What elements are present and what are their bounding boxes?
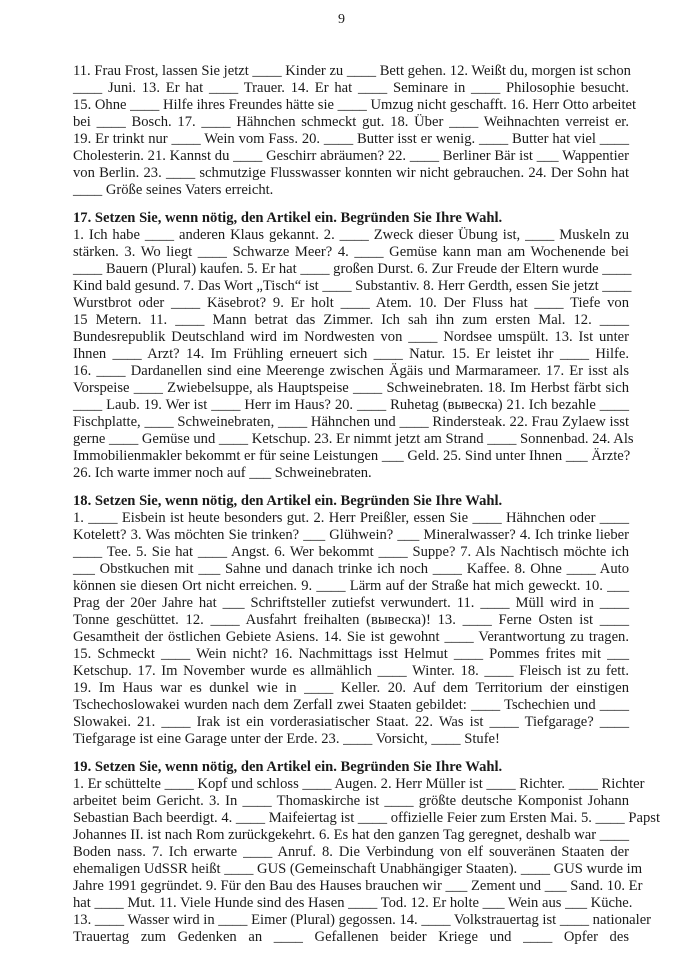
text-line: 16. ____ Dardanellen sind eine Meerenge zwischen Ägäis und Marmarameer. 17. Er isst als xyxy=(73,363,629,379)
text-line: stärken. 3. Wo liegt ____ Schwarze Meer? 4. ____ Gemüse kann man am Wochenende bei xyxy=(73,244,629,260)
document-body xyxy=(73,63,660,946)
text-line: 15. Ohne ____ Hilfe ihres Freundes hätte sie ____ Umzug nicht geschafft. 16. Herr Otto arbeitet xyxy=(73,97,637,113)
text-line: 1. Ich habe ____ anderen Klaus gekannt. 2. ____ Zweck dieser Übung ist, ____ Muskeln zu xyxy=(73,227,629,243)
text-line: Prag der 20er Jahre hat ___ Schriftsteller zutiefst verwundert. 11. ____ Müll wird in ____ xyxy=(73,595,629,611)
text-line: 15. Schmeckt ____ Wein nicht? 16. Nachmittags isst Helmut ____ Pommes frites mit ___ xyxy=(73,646,629,662)
text-line: ehemaligen UdSSR heißt ____ GUS (Gemeinschaft Unabhängiger Staaten). ____ GUS wurde im xyxy=(73,861,643,877)
text-line: arbeitet beim Gericht. 3. In ____ Thomaskirche ist ____ größte deutsche Komponist Johann xyxy=(73,793,629,809)
text-line: 19. Im Haus war es dunkel wie in ____ Keller. 20. Auf dem Territorium der einstigen xyxy=(73,680,629,696)
text-line: bei ____ Bosch. 17. ____ Hähnchen schmeckt gut. 18. Über ____ Weihnachten verreist er. xyxy=(73,114,629,130)
text-line: Johannes II. ist nach Rom zurückgekehrt. 6. Es hat den ganzen Tag geregnet, deshalb war ____ xyxy=(73,827,629,843)
text-line: 1. ____ Eisbein ist heute besonders gut. 2. Herr Preißler, essen Sie ____ Hähnchen oder ____ xyxy=(73,510,629,526)
text-line: Ketschup. 17. Im November wurde es allmählich ____ Winter. 18. ____ Fleisch ist zu fett. xyxy=(73,663,629,679)
text-line: 15 Metern. 11. ____ Mann betrat das Zimmer. Ich sah ihn zum ersten Mal. 12. ____ xyxy=(73,312,629,328)
exercise-section xyxy=(73,210,634,482)
text-line: 26. Ich warte immer noch auf ___ Schweinebraten. xyxy=(73,465,372,481)
text-line: ____ Bauern (Plural) kaufen. 5. Er hat ____ großen Durst. 6. Zur Freude der Eltern wurde ____ xyxy=(73,261,632,277)
text-line: ____ Größe seines Vaters erreicht. xyxy=(73,182,274,198)
text-line: Jahre 1991 gegründet. 9. Für den Bau des Hauses brauchen wir ___ Zement und ___ Sand. 10. Er xyxy=(73,878,643,894)
text-line: ____ Tee. 5. Sie hat ____ Angst. 6. Wer bekommt ____ Suppe? 7. Als Nachtisch möchte ich xyxy=(73,544,629,560)
text-line: gerne ____ Gemüse und ____ Ketschup. 23. Er nimmt jetzt am Strand ____ Sonnenbad. 24. Als xyxy=(73,431,634,447)
text-line: Tonne geschüttet. 12. ____ Ausfahrt freihalten (вывеска)! 13. ____ Ferne Osten ist ____ xyxy=(73,612,629,628)
text-line: 11. Frau Frost, lassen Sie jetzt ____ Kinder zu ____ Bett gehen. 12. Weißt du, morgen ist schon xyxy=(73,63,631,79)
text-line: Kind bald gesund. 7. Das Wort „Tisch“ ist ____ Substantiv. 8. Herr Gerdth, essen Sie jetzt ____ xyxy=(73,278,632,294)
text-line: Boden nass. 7. Ich erwarte ____ Anruf. 8. Die Verbindung von elf souveränen Staaten der xyxy=(73,844,629,860)
text-line: von Berlin. 23. ____ schmutzige Flusswasser konnten wir nicht gebrauchen. 24. Der Sohn hat xyxy=(73,165,629,181)
text-line: Sebastian Bach beerdigt. 4. ____ Maifeiertag ist ____ offizielle Feier zum Ersten Mai. 5. ____ Papst xyxy=(73,810,660,826)
text-line: 19. Er trinkt nur ____ Wein vom Fass. 20. ____ Butter isst er wenig. ____ Butter hat viel ____ xyxy=(73,131,629,147)
text-line: können sie diesen Ort nicht erreichen. 9. ____ Lärm auf der Straße hat mich geweckt. 10. ___ xyxy=(73,578,629,594)
exercise-section xyxy=(73,493,629,748)
text-line: ___ Obstkuchen mit ___ Sahne und danach trinke ich noch ____ Kaffee. 8. Ohne ____ Auto xyxy=(73,561,629,577)
text-line: Cholesterin. 21. Kannst du ____ Geschirr abräumen? 22. ____ Berliner Bär ist ___ Wappentier xyxy=(73,148,629,164)
text-line: ____ Juni. 13. Er hat ____ Trauer. 14. Er hat ____ Seminare in ____ Philosophie besucht. xyxy=(73,80,629,96)
page-number: 9 xyxy=(338,12,345,27)
text-line: Fischplatte, ____ Schweinebraten, ____ Hähnchen und ____ Rindersteak. 22. Frau Zylaew isst xyxy=(73,414,629,430)
text-line: Trauertag zum Gedenken an ____ Gefallenen beider Kriege und ____ Opfer des xyxy=(73,929,629,945)
text-line: Kotelett? 3. Was möchten Sie trinken? ___ Glühwein? ___ Mineralwasser? 4. Ich trinke lieber xyxy=(73,527,629,543)
exercise-heading: 18. Setzen Sie, wenn nötig, den Artikel ein. Begründen Sie Ihre Wahl. xyxy=(73,493,503,509)
text-line: hat ____ Mut. 11. Viele Hunde sind des Hasen ____ Tod. 12. Er holte ___ Wein aus ___ Küche. xyxy=(73,895,633,911)
text-line: ____ Laub. 19. Wer ist ____ Herr im Haus? 20. ____ Ruhetag (вывеска) 21. Ich bezahle ____ xyxy=(73,397,629,413)
text-line: Slowakei. 21. ____ Irak ist ein vorderasiatischer Staat. 22. Was ist ____ Tiefgarage? ____ xyxy=(73,714,629,730)
text-line: Ihnen ____ Arzt? 14. Im Frühling erneuert sich ____ Natur. 15. Er leistet ihr ____ Hilfe. xyxy=(73,346,629,362)
text-line: Gesamtheit der östlichen Gebiete Asiens. 14. Sie ist gewohnt ____ Verantwortung zu tragen. xyxy=(73,629,629,645)
text-line: Wurstbrot oder ____ Käsebrot? 9. Er holt ____ Atem. 10. Der Fluss hat ____ Tiefe von xyxy=(73,295,629,311)
exercise-section xyxy=(73,759,660,946)
text-line: Immobilienmakler bekommt er für seine Leistungen ___ Geld. 25. Sind unter Ihnen ___ Ärzte? xyxy=(73,448,631,464)
text-line: 1. Er schüttelte ____ Kopf und schloss ____ Augen. 2. Herr Müller ist ____ Richter. ____ Richter xyxy=(73,776,645,792)
exercise-continuation xyxy=(73,63,637,199)
text-line: Tiefgarage ist eine Garage unter der Erde. 23. ____ Vorsicht, ____ Stufe! xyxy=(73,731,500,747)
text-line: Tschechoslowakei wurden nach dem Zerfall zwei Staaten gebildet: ____ Tschechien und ____ xyxy=(73,697,629,713)
text-line: 13. ____ Wasser wird in ____ Eimer (Plural) gegossen. 14. ____ Volkstrauertag ist ____ nationaler xyxy=(73,912,652,928)
text-line: Vorspeise ____ Zwiebelsuppe, als Hauptspeise ____ Schweinebraten. 18. Im Herbst färbt sich xyxy=(73,380,629,396)
exercise-heading: 19. Setzen Sie, wenn nötig, den Artikel ein. Begründen Sie Ihre Wahl. xyxy=(73,759,503,775)
exercise-heading: 17. Setzen Sie, wenn nötig, den Artikel ein. Begründen Sie Ihre Wahl. xyxy=(73,210,503,226)
text-line: Bundesrepublik Deutschland wird im Nordwesten von ____ Nordsee umspült. 13. Ist unter xyxy=(73,329,629,345)
